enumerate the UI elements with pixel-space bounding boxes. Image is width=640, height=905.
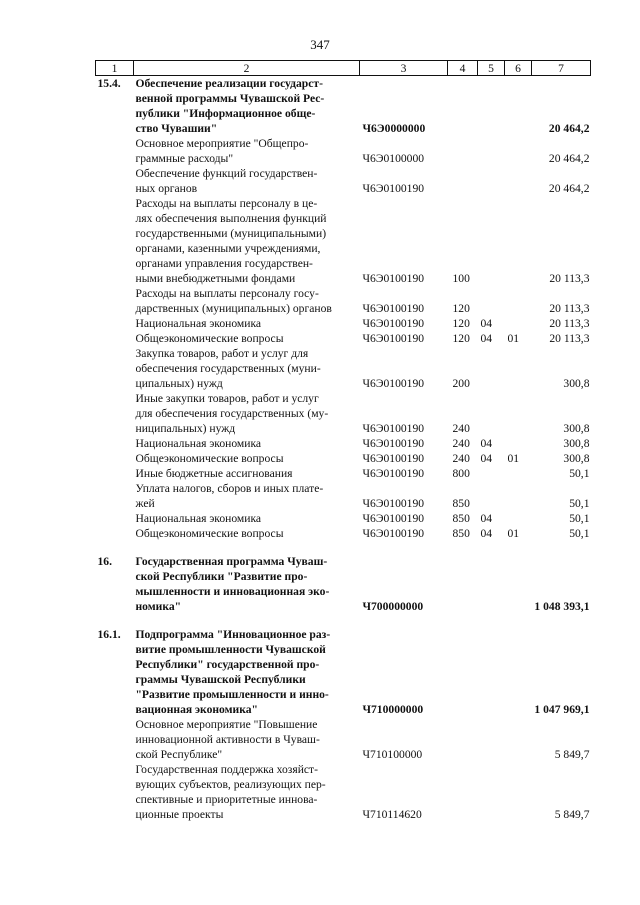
section [478,286,505,316]
subsection [505,391,532,436]
row-name: Общеэкономические вопросы [135,527,284,540]
table-header [96,61,591,76]
expense-type [448,627,478,717]
expense-type: 120 [452,302,470,315]
section: 04 [480,437,493,450]
header-col-2: 2 [134,61,360,76]
expense-type: 850 [452,512,470,525]
expense-type: 120 [452,317,470,330]
table-row [96,762,591,822]
spacer-cell [96,541,591,554]
section [478,136,505,166]
expense-type: 200 [452,377,470,390]
expense-type: 800 [452,467,470,480]
header-col-4: 4 [448,61,478,76]
amount: 20 113,3 [549,302,590,315]
amount: 300,8 [563,422,590,435]
row-name: Обеспечение реализации государст- венной программы Чувашской Рес- публики "Информационное обще- ство Чувашии" [135,77,325,135]
expense-type [448,136,478,166]
table-row [96,481,591,511]
table-row [96,331,591,346]
subsection [505,436,532,451]
table-row [96,346,591,391]
row-number [96,286,134,316]
section: 04 [480,527,493,540]
row-number [96,346,134,391]
target-code: Ч6Э0100190 [362,377,425,390]
row-number: 16.1. [97,628,121,641]
expense-type: 850 [452,527,470,540]
table-row [96,717,591,762]
amount: 1 047 969,1 [534,703,590,716]
row-name: Государственная программа Чуваш- ской Республики "Развитие про- мышленности и инновационная эко- номика" [135,555,330,613]
section [478,762,505,822]
row-number [96,316,134,331]
expense-type [448,554,478,614]
subsection [505,481,532,511]
header-col-7: 7 [532,61,591,76]
amount: 5 849,7 [554,808,590,821]
subsection [505,346,532,391]
subsection [505,316,532,331]
row-number [96,466,134,481]
amount: 20 113,3 [549,272,590,285]
row-number [96,451,134,466]
spacer-row [96,541,591,554]
expense-type: 240 [452,422,470,435]
row-name: Уплата налогов, сборов и иных плате- жей [135,482,324,510]
section [478,717,505,762]
row-name: Национальная экономика [135,437,262,450]
row-name: Государственная поддержка хозяйст- вующих субъектов, реализующих пер- спективные и приоритетные иннова- ционные проекты [135,763,326,821]
section [478,166,505,196]
amount: 1 048 393,1 [534,600,590,613]
table-row [96,554,591,614]
expense-type: 850 [452,497,470,510]
spacer-cell [96,614,591,627]
target-code: Ч710100000 [362,748,423,761]
row-name: Общеэкономические вопросы [135,452,284,465]
table-row [96,466,591,481]
row-name: Иные закупки товаров, работ и услуг для обеспечения государственных (му- ниципальных) нужд [135,392,329,435]
amount: 20 113,3 [549,332,590,345]
table-row [96,166,591,196]
header-col-3: 3 [360,61,448,76]
page-number: 347 [310,37,330,52]
expense-type [448,76,478,137]
table-row [96,286,591,316]
row-number [96,717,134,762]
row-name: Основное мероприятие "Общепро- граммные расходы" [135,137,309,165]
amount: 20 464,2 [548,182,590,195]
amount: 50,1 [569,527,590,540]
row-name: Расходы на выплаты персоналу госу- дарственных (муниципальных) органов [135,287,332,315]
amount: 50,1 [569,467,590,480]
amount: 300,8 [563,377,590,390]
header-col-6: 6 [505,61,532,76]
table-row [96,526,591,541]
target-code: Ч6Э0100190 [362,527,425,540]
amount: 20 464,2 [548,152,590,165]
amount: 50,1 [569,512,590,525]
row-number [96,391,134,436]
amount: 300,8 [563,437,590,450]
row-number [96,331,134,346]
subsection [505,554,532,614]
target-code: Ч6Э0100000 [362,152,425,165]
target-code: Ч6Э0000000 [362,122,426,135]
target-code: Ч6Э0100190 [362,272,425,285]
table-row [96,627,591,717]
target-code: Ч6Э0100190 [362,452,425,465]
expense-type: 120 [452,332,470,345]
row-number [96,166,134,196]
subsection: 01 [507,527,520,540]
row-name: Закупка товаров, работ и услуг для обеспечения государственных (муни- ципальных) нужд [135,347,321,390]
row-number [96,511,134,526]
subsection [505,466,532,481]
row-number: 15.4. [97,77,121,90]
expense-type: 240 [452,452,470,465]
table-row [96,451,591,466]
subsection: 01 [507,452,520,465]
row-number [96,762,134,822]
expense-type: 240 [452,437,470,450]
target-code: Ч6Э0100190 [362,467,425,480]
subsection [505,76,532,137]
subsection [505,286,532,316]
row-number: 16. [97,555,112,568]
amount: 5 849,7 [554,748,590,761]
amount: 50,1 [569,497,590,510]
target-code: Ч6Э0100190 [362,302,425,315]
row-number [96,436,134,451]
target-code: Ч710000000 [362,703,424,716]
table-row [96,196,591,286]
row-name: Обеспечение функций государствен- ных органов [135,167,318,195]
target-code: Ч6Э0100190 [362,422,425,435]
row-number [96,526,134,541]
target-code: Ч6Э0100190 [362,317,425,330]
section [478,196,505,286]
section [478,466,505,481]
header-col-5: 5 [478,61,505,76]
subsection [505,511,532,526]
section [478,554,505,614]
table-row [96,136,591,166]
subsection [505,166,532,196]
table-body [96,76,591,823]
subsection [505,762,532,822]
section [478,391,505,436]
table-row [96,391,591,436]
expense-type [448,717,478,762]
section: 04 [480,332,493,345]
row-number [96,481,134,511]
target-code: Ч710114620 [362,808,422,821]
expense-type: 100 [452,272,470,285]
row-name: Расходы на выплаты персоналу в це- лях обеспечения выполнения функций государственными (муниципальными) органами, казенными учреждениями, органами управления государствен- ными внебюджетными фондами [135,197,327,285]
row-number [96,136,134,166]
header-col-1: 1 [96,61,134,76]
subsection [505,196,532,286]
row-name: Общеэкономические вопросы [135,332,284,345]
budget-table [95,60,591,822]
target-code: Ч6Э0100190 [362,182,425,195]
section [478,627,505,717]
row-name: Основное мероприятие "Повышение инновационной активности в Чуваш- ской Республике" [135,718,320,761]
subsection: 01 [507,332,520,345]
target-code: Ч6Э0100190 [362,332,425,345]
row-name: Иные бюджетные ассигнования [135,467,293,480]
section [478,346,505,391]
spacer-row [96,614,591,627]
subsection [505,717,532,762]
table-row [96,76,591,137]
amount: 20 464,2 [548,122,590,135]
expense-type [448,762,478,822]
target-code: Ч6Э0100190 [362,437,425,450]
row-name: Национальная экономика [135,512,262,525]
table-row [96,511,591,526]
target-code: Ч6Э0100190 [362,497,425,510]
table-row [96,436,591,451]
section [478,481,505,511]
section: 04 [480,317,493,330]
subsection [505,136,532,166]
subsection [505,627,532,717]
row-number [96,196,134,286]
table-row [96,316,591,331]
header-row [96,61,591,76]
section [478,76,505,137]
amount: 20 113,3 [549,317,590,330]
expense-type [448,166,478,196]
amount: 300,8 [563,452,590,465]
row-name: Национальная экономика [135,317,262,330]
section: 04 [480,512,493,525]
row-name: Подпрограмма "Инновационное раз- витие промышленности Чувашской Республики" государственной про- граммы Чувашской Республики "Развитие промышленности и инно- вационная экономика" [135,628,331,716]
section: 04 [480,452,493,465]
target-code: Ч700000000 [362,600,424,613]
target-code: Ч6Э0100190 [362,512,425,525]
